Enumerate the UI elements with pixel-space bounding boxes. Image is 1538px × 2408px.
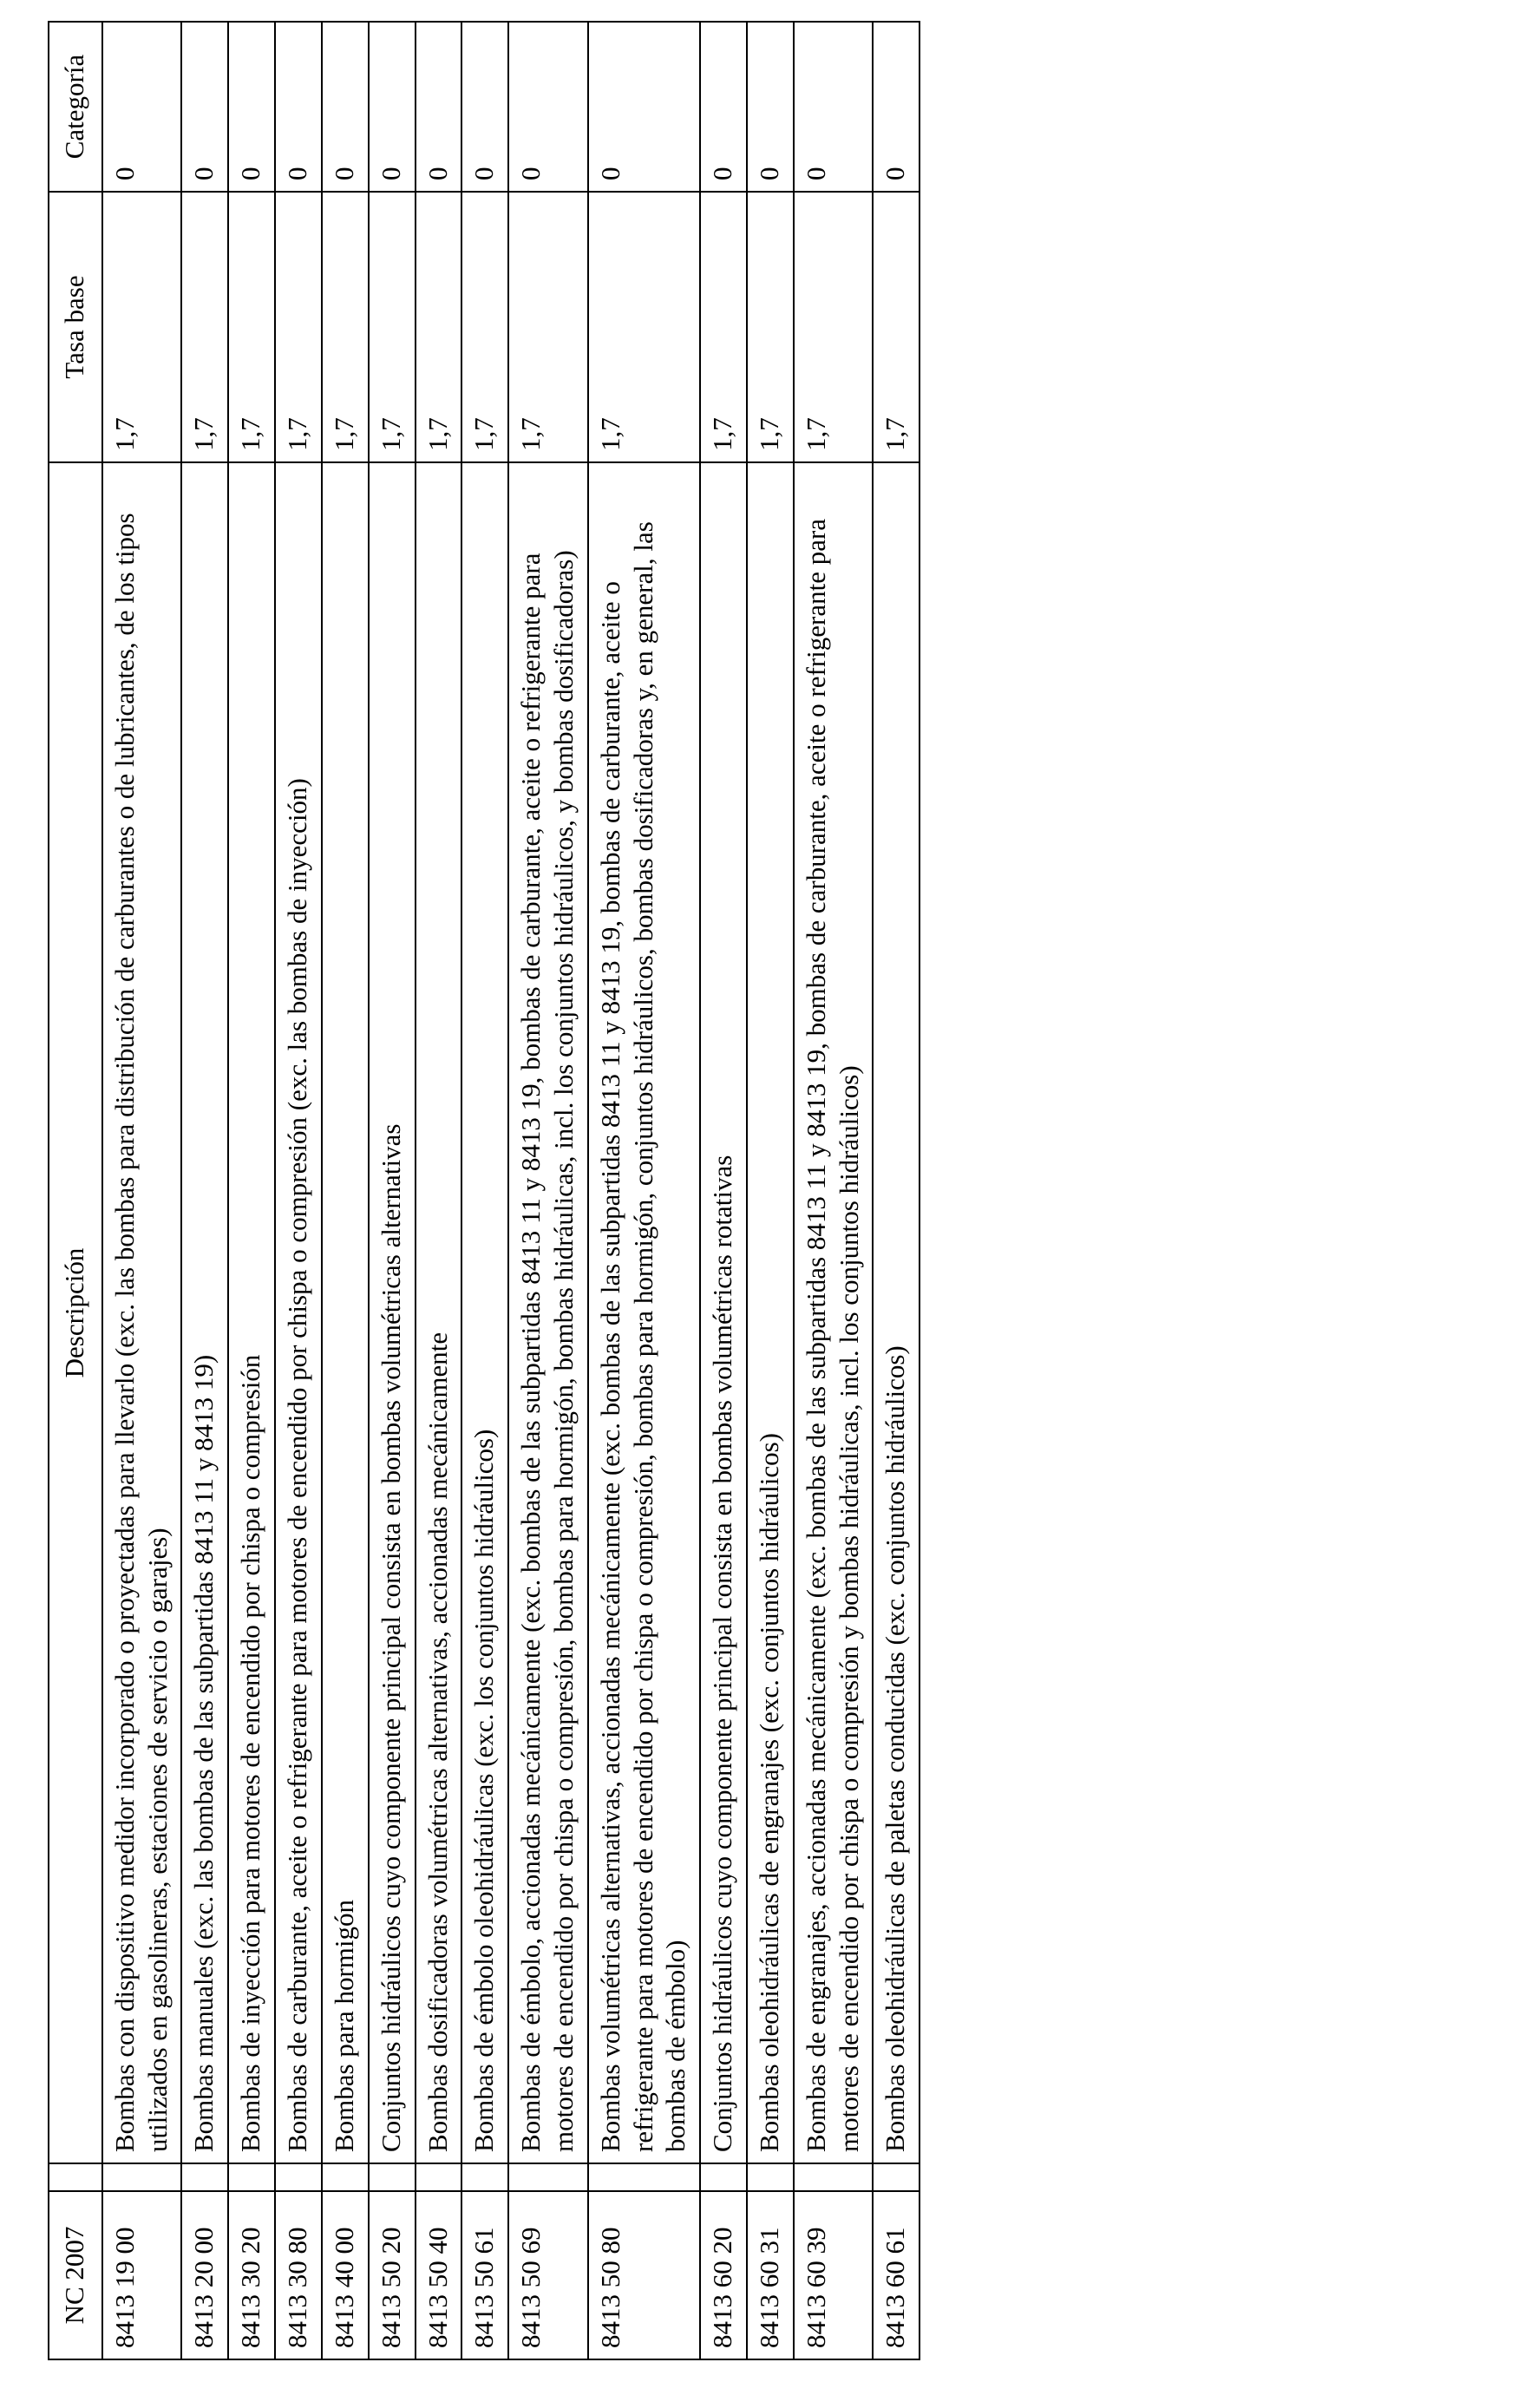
rate-cell: 1,7 bbox=[416, 192, 462, 462]
description-cell: Bombas oleohidráulicas de engranajes (exc. conjuntos hidráulicos) bbox=[747, 462, 794, 2163]
category-cell: 0 bbox=[228, 22, 275, 192]
description-cell: Bombas de inyección para motores de encendido por chispa o compresión bbox=[228, 462, 275, 2163]
description-cell: Bombas de émbolo oleohidráulicas (exc. los conjuntos hidráulicos) bbox=[461, 462, 508, 2163]
rate-cell: 1,7 bbox=[461, 192, 508, 462]
table-row bbox=[700, 22, 747, 2359]
rate-cell: 1,7 bbox=[102, 192, 182, 462]
rate-cell: 1,7 bbox=[275, 192, 322, 462]
table-row bbox=[275, 22, 322, 2359]
description-cell: Bombas manuales (exc. las bombas de las subpartidas 8413 11 y 8413 19) bbox=[181, 462, 228, 2163]
rate-cell: 1,7 bbox=[181, 192, 228, 462]
code-cell: 8413 30 80 bbox=[275, 2191, 322, 2359]
description-cell: Bombas con dispositivo medidor incorporado o proyectadas para llevarlo (exc. las bombas para distribución de carburantes o de lubricantes, de los tipos utilizados en gasolineras, estaciones de servicio o garajes) bbox=[102, 462, 182, 2163]
spacer-cell bbox=[461, 2163, 508, 2191]
category-cell: 0 bbox=[275, 22, 322, 192]
spacer-cell bbox=[416, 2163, 462, 2191]
rate-cell: 1,7 bbox=[369, 192, 416, 462]
spacer-cell bbox=[322, 2163, 369, 2191]
spacer-cell bbox=[508, 2163, 588, 2191]
category-cell: 0 bbox=[747, 22, 794, 192]
rate-cell: 1,7 bbox=[228, 192, 275, 462]
header-category: Categoría bbox=[49, 22, 102, 192]
rate-cell: 1,7 bbox=[873, 192, 920, 462]
code-cell: 8413 20 00 bbox=[181, 2191, 228, 2359]
category-cell: 0 bbox=[794, 22, 874, 192]
code-cell: 8413 60 31 bbox=[747, 2191, 794, 2359]
rate-cell: 1,7 bbox=[747, 192, 794, 462]
spacer-cell bbox=[369, 2163, 416, 2191]
description-cell: Bombas para hormigón bbox=[322, 462, 369, 2163]
spacer-cell bbox=[228, 2163, 275, 2191]
spacer-cell bbox=[181, 2163, 228, 2191]
table-row bbox=[508, 22, 588, 2359]
rate-cell: 1,7 bbox=[588, 192, 700, 462]
table-row bbox=[322, 22, 369, 2359]
category-cell: 0 bbox=[873, 22, 920, 192]
code-cell: 8413 60 39 bbox=[794, 2191, 874, 2359]
code-cell: 8413 50 20 bbox=[369, 2191, 416, 2359]
description-cell: Bombas de émbolo, accionadas mecánicamente (exc. bombas de las subpartidas 8413 11 y 8413 19, bombas de carburante, aceite o refrigerante para motores de encendido por chispa o compresión, bombas para hormigón, bombas hidráulicas, incl. los conjuntos hidráulicos, y bombas dosificadoras) bbox=[508, 462, 588, 2163]
description-cell: Bombas de carburante, aceite o refrigerante para motores de encendido por chispa o compresión (exc. las bombas de inyección) bbox=[275, 462, 322, 2163]
category-cell: 0 bbox=[508, 22, 588, 192]
table-row bbox=[102, 22, 182, 2359]
category-cell: 0 bbox=[322, 22, 369, 192]
table-row bbox=[181, 22, 228, 2359]
table-row bbox=[416, 22, 462, 2359]
code-cell: 8413 50 80 bbox=[588, 2191, 700, 2359]
table-row bbox=[873, 22, 920, 2359]
spacer-cell bbox=[588, 2163, 700, 2191]
description-cell: Bombas dosificadoras volumétricas alternativas, accionadas mecánicamente bbox=[416, 462, 462, 2163]
tariff-table bbox=[48, 21, 920, 2360]
code-cell: 8413 40 00 bbox=[322, 2191, 369, 2359]
description-cell: Conjuntos hidráulicos cuyo componente principal consista en bombas volumétricas alternativas bbox=[369, 462, 416, 2163]
header-description: Descripción bbox=[49, 462, 102, 2163]
description-cell: Conjuntos hidráulicos cuyo componente principal consista en bombas volumétricas rotativas bbox=[700, 462, 747, 2163]
spacer-cell bbox=[794, 2163, 874, 2191]
category-cell: 0 bbox=[181, 22, 228, 192]
header-spacer bbox=[49, 2163, 102, 2191]
code-cell: 8413 60 61 bbox=[873, 2191, 920, 2359]
code-cell: 8413 19 00 bbox=[102, 2191, 182, 2359]
code-cell: 8413 60 20 bbox=[700, 2191, 747, 2359]
spacer-cell bbox=[747, 2163, 794, 2191]
spacer-cell bbox=[275, 2163, 322, 2191]
category-cell: 0 bbox=[461, 22, 508, 192]
spacer-cell bbox=[700, 2163, 747, 2191]
category-cell: 0 bbox=[588, 22, 700, 192]
spacer-cell bbox=[873, 2163, 920, 2191]
rate-cell: 1,7 bbox=[322, 192, 369, 462]
table-row bbox=[369, 22, 416, 2359]
code-cell: 8413 50 40 bbox=[416, 2191, 462, 2359]
header-code: NC 2007 bbox=[49, 2191, 102, 2359]
description-cell: Bombas de engranajes, accionadas mecánicamente (exc. bombas de las subpartidas 8413 11 y 8413 19, bombas de carburante, aceite o refrigerante para motores de encendido por chispa o compresión y bombas hidráulicas, incl. los conjuntos hidráulicos) bbox=[794, 462, 874, 2163]
table-header-row bbox=[49, 22, 102, 2359]
code-cell: 8413 30 20 bbox=[228, 2191, 275, 2359]
description-cell: Bombas oleohidráulicas de paletas conducidas (exc. conjuntos hidráulicos) bbox=[873, 462, 920, 2163]
category-cell: 0 bbox=[102, 22, 182, 192]
code-cell: 8413 50 61 bbox=[461, 2191, 508, 2359]
rate-cell: 1,7 bbox=[508, 192, 588, 462]
table-row bbox=[747, 22, 794, 2359]
category-cell: 0 bbox=[416, 22, 462, 192]
rate-cell: 1,7 bbox=[794, 192, 874, 462]
description-cell: Bombas volumétricas alternativas, accionadas mecánicamente (exc. bombas de las subpartidas 8413 11 y 8413 19, bombas de carburante, aceite o refrigerante para motores de encendido por chispa o compresión, bombas para hormigón, conjuntos hidráulicos, bombas dosificadoras y, en general, las bombas de émbolo) bbox=[588, 462, 700, 2163]
spacer-cell bbox=[102, 2163, 182, 2191]
code-cell: 8413 50 69 bbox=[508, 2191, 588, 2359]
rate-cell: 1,7 bbox=[700, 192, 747, 462]
table-row bbox=[228, 22, 275, 2359]
table-row bbox=[461, 22, 508, 2359]
table-row bbox=[588, 22, 700, 2359]
header-rate: Tasa base bbox=[49, 192, 102, 462]
category-cell: 0 bbox=[369, 22, 416, 192]
table-row bbox=[794, 22, 874, 2359]
category-cell: 0 bbox=[700, 22, 747, 192]
